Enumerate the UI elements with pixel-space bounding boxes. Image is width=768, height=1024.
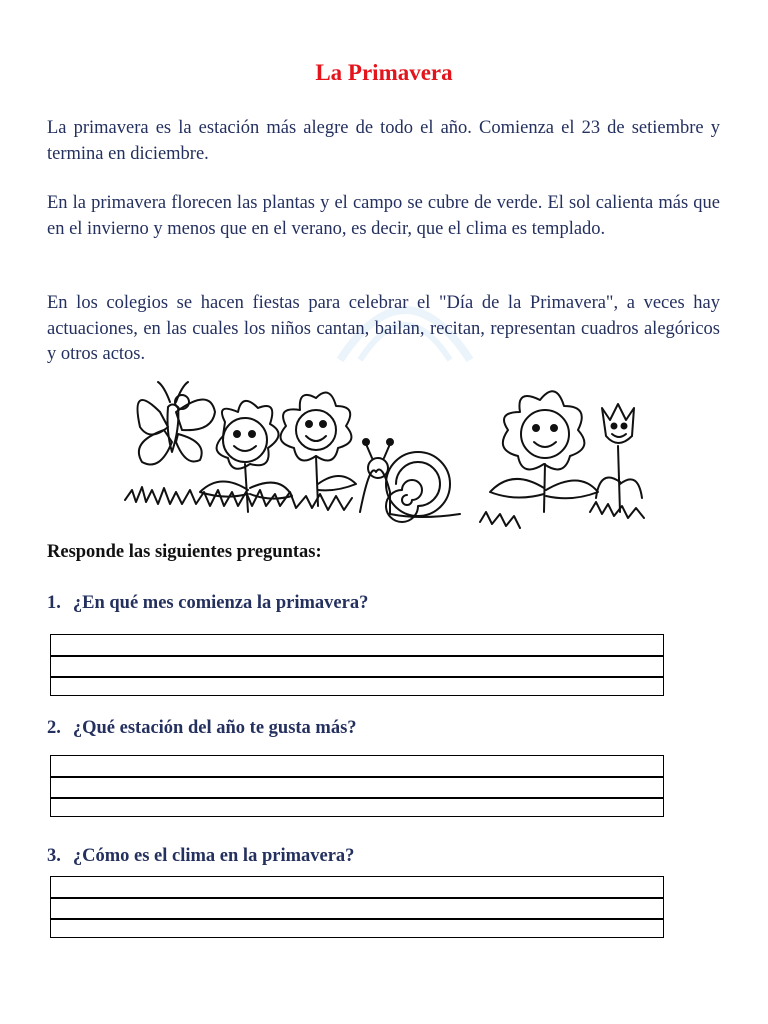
- answer-line: [51, 676, 663, 678]
- answer-line: [51, 797, 663, 799]
- answer-line: [51, 655, 663, 657]
- answer-box-1[interactable]: [50, 634, 664, 696]
- question-number: 1.: [47, 593, 61, 613]
- question-text: ¿En qué mes comienza la primavera?: [72, 593, 369, 613]
- snail-icon: [360, 439, 460, 522]
- flower-icon: [281, 393, 356, 506]
- paragraph-intro: La primavera es la estación más alegre de todo el año. Comienza el 23 de setiembre y termina en diciembre.: [47, 118, 720, 164]
- answer-box-2[interactable]: [50, 755, 664, 817]
- butterfly-icon: [138, 382, 216, 465]
- question-2: [47, 718, 357, 739]
- paragraph-school: En los colegios se hacen fiestas para celebrar el "Día de la Primavera", a veces hay actuaciones, en las cuales los niños cantan, bailan, recitan, representan cuadros alegóricos y otros actos.: [47, 293, 720, 364]
- question-number: 3.: [47, 846, 61, 866]
- instructions-heading: Responde las siguientes preguntas:: [47, 542, 322, 562]
- answer-box-3[interactable]: [50, 876, 664, 938]
- tulip-icon: [596, 404, 642, 512]
- answer-line: [51, 776, 663, 778]
- flower-icon: [490, 391, 598, 512]
- question-3: [47, 846, 354, 867]
- question-1: [47, 593, 368, 614]
- paragraph-plants: En la primavera florecen las plantas y el campo se cubre de verde. El sol calienta más que en el invierno y menos que en el verano, es decir, que el clima es templado.: [47, 193, 720, 239]
- question-text: ¿Qué estación del año te gusta más?: [72, 718, 357, 738]
- answer-line: [51, 897, 663, 899]
- answer-line: [51, 918, 663, 920]
- page-title: La Primavera: [315, 60, 453, 85]
- spring-illustration: [120, 372, 650, 542]
- question-text: ¿Cómo es el clima en la primavera?: [72, 846, 355, 866]
- question-number: 2.: [47, 718, 61, 738]
